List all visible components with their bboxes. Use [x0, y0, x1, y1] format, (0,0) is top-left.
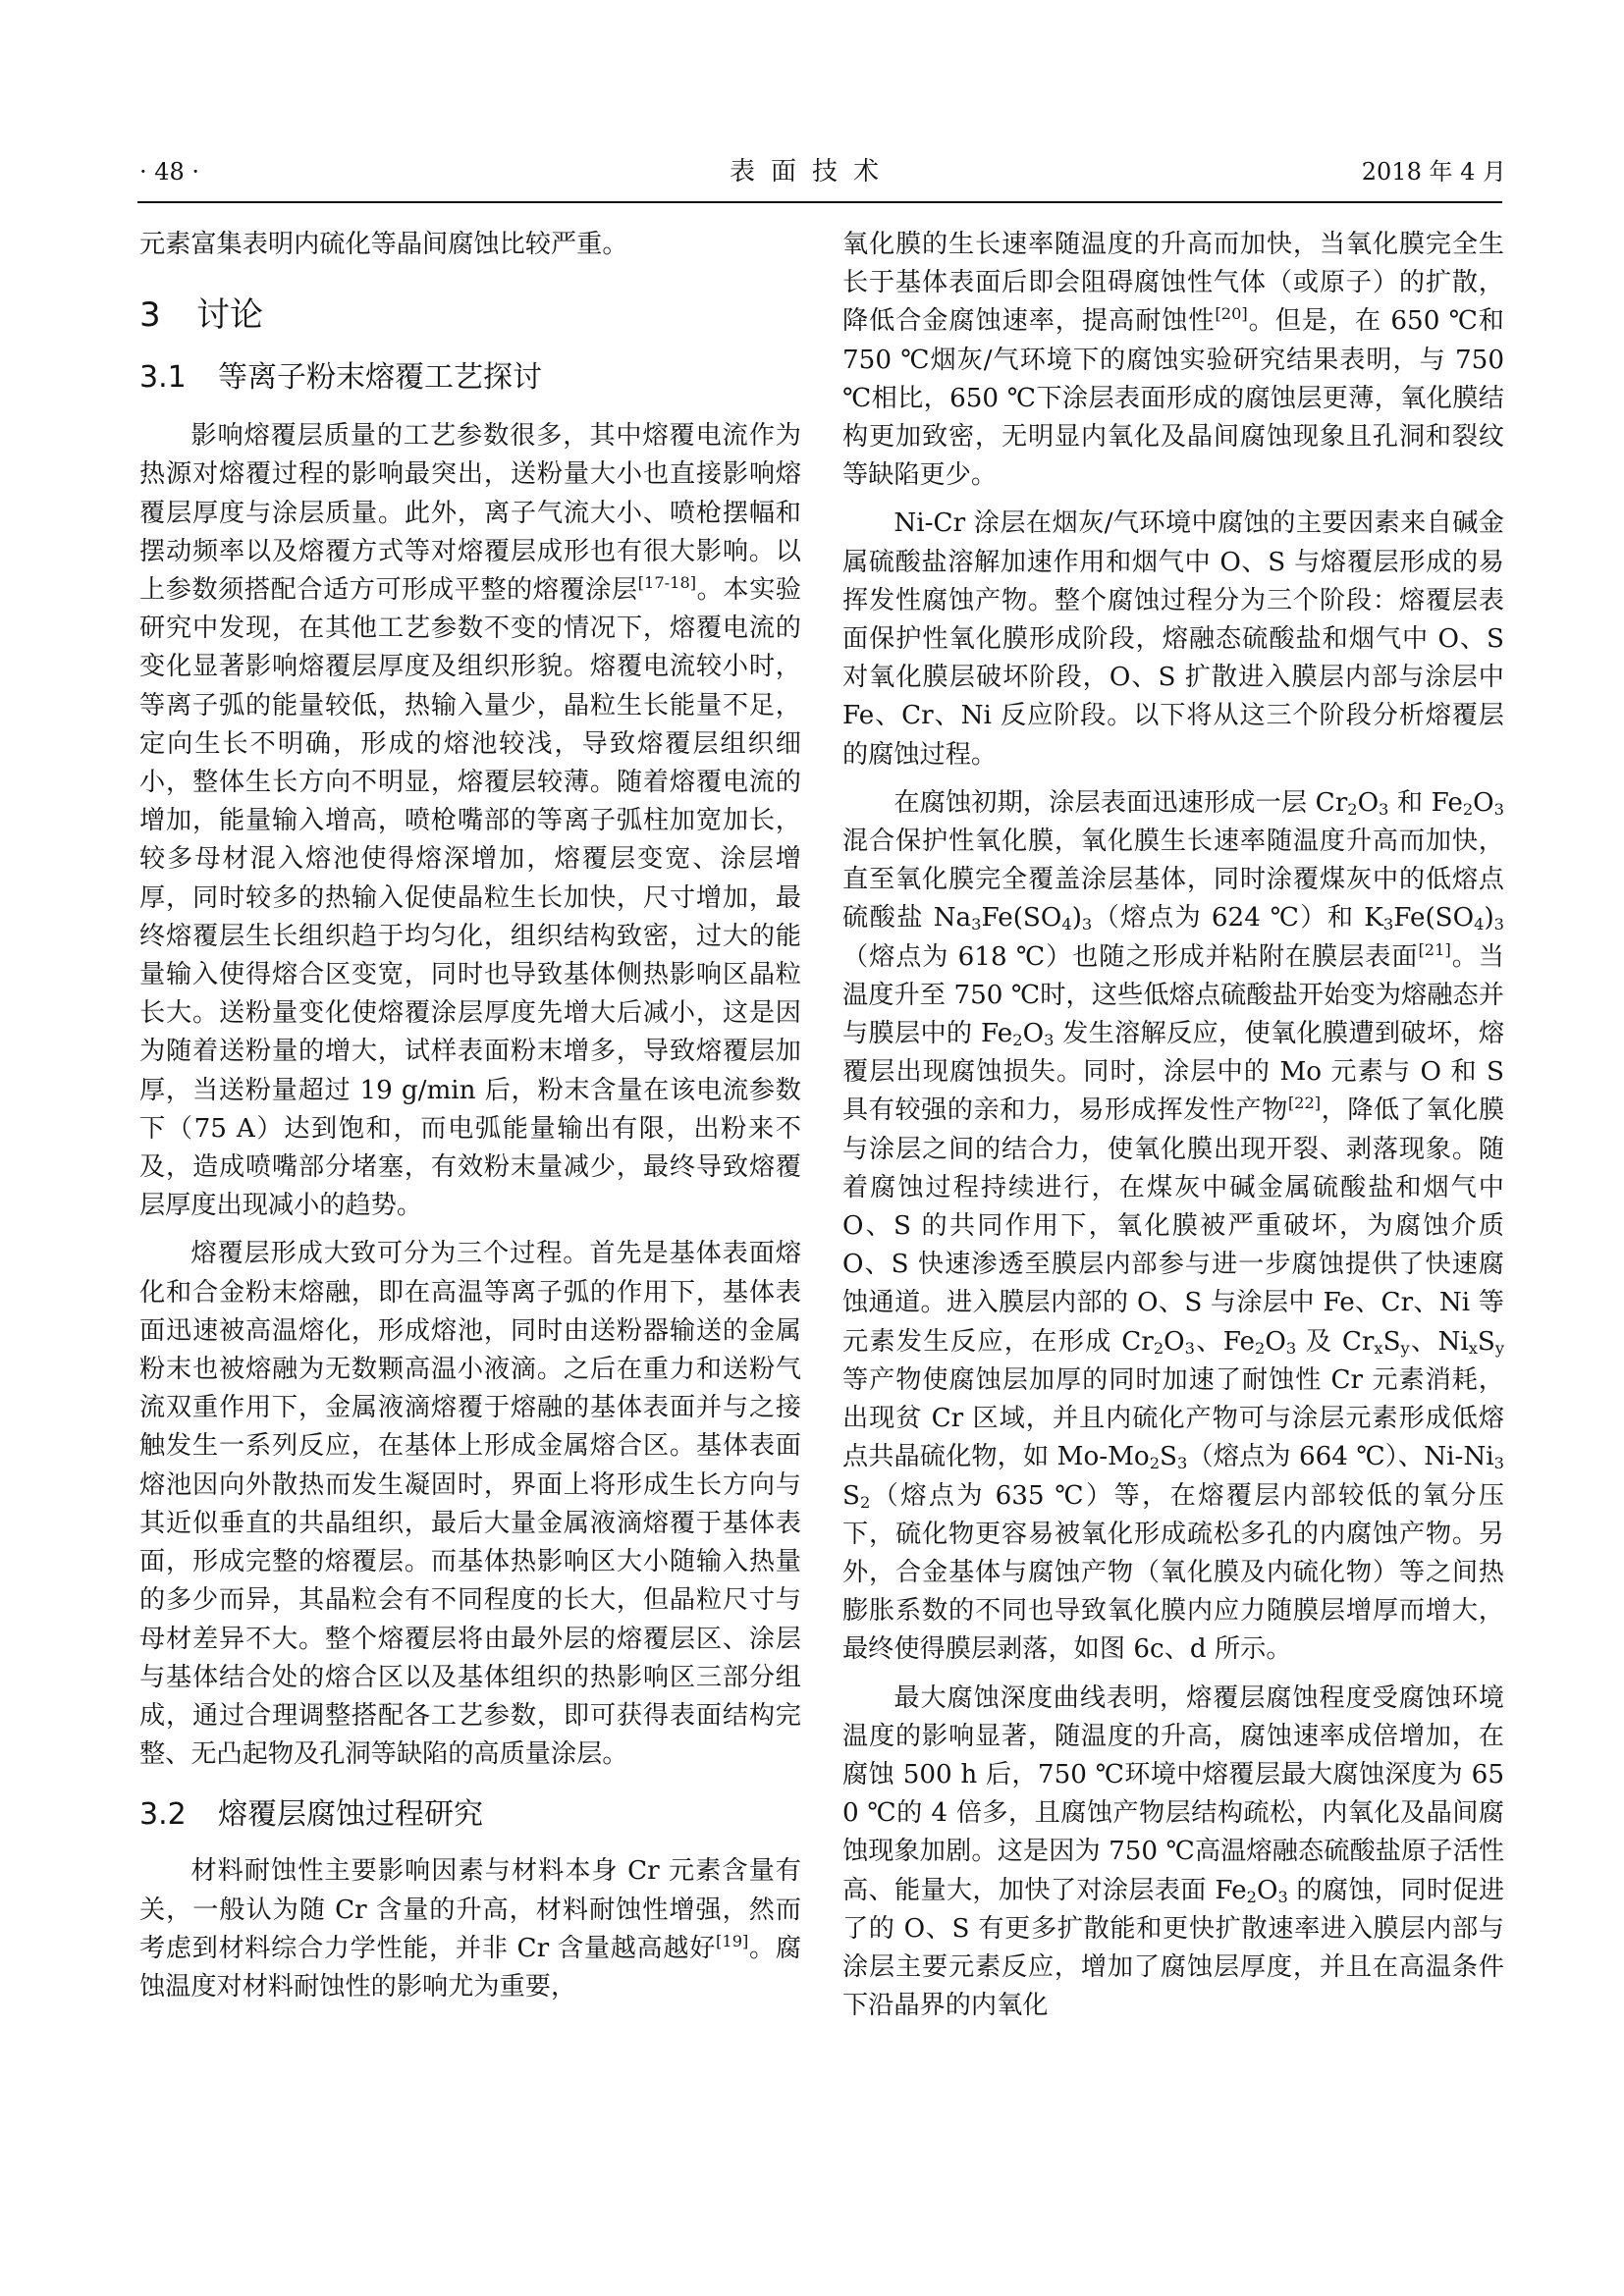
text-run: 、 [1195, 1326, 1223, 1357]
text-run: 氧化膜的生长速率随温度的升高而加快，当氧化膜完全生长于基体表面后即会阻碍腐蚀性气体（或原子）的扩散，降低合金腐蚀速率，提高耐蚀性 [842, 230, 1504, 337]
text-run: 混合保护性氧化膜，氧化膜生长速率随温度升高而加快，直至氧化膜完全覆盖涂层基体，同时涂覆煤灰中的低熔点硫酸盐 [842, 827, 1504, 934]
paragraph: Ni-Cr 涂层在烟灰/气环境中腐蚀的主要因素来自碱金属硫酸盐溶解加速作用和烟气中 O、S 与熔覆层形成的易挥发性腐蚀产物。整个腐蚀过程分为三个阶段：熔覆层表面保护性氧化膜形成阶段，熔融态硫酸盐和烟气中 O、S 对氧化膜层破坏阶段，O、S 扩散进入膜层内部与涂层中 Fe、Cr、Ni 反应阶段。以下将从这三个阶段分析熔覆层的腐蚀过程。 [842, 508, 1504, 770]
paragraph [139, 1852, 801, 2006]
citation[interactable]: [17-18] [637, 572, 697, 592]
formula-fe2o3: $Fe_2O_3$ [1431, 787, 1504, 819]
paragraph [139, 417, 801, 1225]
subsection-heading-3-2 [139, 1797, 801, 1833]
section-number: 3 [139, 295, 161, 336]
paragraph: 熔覆层形成大致可分为三个过程。首先是基体表面熔化和合金粉末熔融，即在高温等离子弧的作用下，基体表面迅速被高温熔化，形成熔池，同时由送粉器输送的金属粉末也被熔融为无数颗高温小液滴。之后在重力和送粉气流双重作用下，金属液滴熔覆于熔融的基体表面并与之接触发生一系列反应，在基体上形成金属熔合区。基体表面熔池因向外散热而发生凝固时，界面上将形成生长方向与其近似垂直的共晶组织，最后大量金属液滴熔覆于基体表面，形成完整的熔覆层。而基体热影响区大小随输入热量的多少而异，其晶粒会有不同程度的长大，但晶粒尺寸与母材差异不大。整个熔覆层将由最外层的熔覆层区、涂层与基体结合处的熔合区以及基体组织的热影响区三部分组成，通过合理调整搭配各工艺参数，即可获得表面结构完整、无凸起物及孔洞等缺陷的高质量涂层。 [139, 1239, 801, 1770]
text-run: 和 [1388, 787, 1432, 818]
header-rule [137, 201, 1502, 203]
citation[interactable]: [20] [1215, 304, 1248, 324]
text-run: 。本实验研究中发现，在其他工艺参数不变的情况下，熔覆电流的变化显著影响熔覆层厚度及组织形貌。熔覆电流较小时，等离子弧的能量较低，热输入量少，晶粒生长能量不足，定向生长不明确，形成的熔池较浅，导致熔覆层组织细小，整体生长方向不明显，熔覆层较薄。随着熔覆电流的增加，能量输入增高，喷枪嘴部的等离子弧柱加宽加长，较多母材混入熔池使得熔深增加，熔覆层变宽、涂层增厚，同时较多的热输入促使晶粒生长加快，尺寸增加，最终熔覆层生长组织趋于均匀化，组织结构致密，过大的能量输入使得熔合区变宽，同时也导致基体侧热影响区晶粒长大。送粉量变化使熔覆涂层厚度先增大后减小，这是因为随着送粉量的增大，试样表面粉末增多，导致熔覆层加厚，当送粉量超过 19 g/min 后，粉末含量在该电流参数下（75 A）达到饱和，而电弧能量输出有限，出粉来不及，造成喷嘴部分堵塞，有效粉末量减少，最终导致熔覆层厚度出现减小的趋势。 [139, 575, 801, 1221]
formula-ni3s2: $_3S_2$ [842, 1454, 1504, 1512]
text-run: （熔点为 618 ℃）也随之形成并粘附在膜层表面 [842, 941, 1419, 972]
formula-fe2o3: $Fe_2O_3$ [1215, 1875, 1288, 1906]
formula-mo2s3: $_2S_3$ [1149, 1442, 1188, 1473]
formula-na3fe-so4-3: $Na_3Fe(SO_4)_3$ [933, 903, 1093, 934]
paragraph [842, 784, 1504, 1670]
text-run: （熔点为 635 ℃）等，在熔覆层内部较低的氧分压下，硫化物更容易被氧化形成疏松多孔的内腐蚀产物。另外，合金基体与腐蚀产物（氧化膜及内硫化物）等之间热膨胀系数的不同也导致氧化膜内应力随膜层增厚而增大，最终使得膜层剥落，如图 6c、d 所示。 [842, 1480, 1504, 1665]
right-column [842, 226, 1504, 2025]
section-title: 讨论 [196, 295, 263, 336]
citation[interactable]: [19] [716, 1931, 749, 1950]
text-run: 材料耐蚀性主要影响因素与材料本身 Cr 元素含量有关，一般认为随 Cr 含量的升高，材料耐蚀性增强，然而考虑到材料综合力学性能，并非 Cr 含量越高越好 [139, 1856, 801, 1963]
text-run: 、 [1409, 1326, 1438, 1357]
text-run: （熔点为 624 ℃）和 [1092, 903, 1365, 934]
formula-crxsy: $Cr_xS_y$ [1341, 1326, 1410, 1358]
page-number: · 48 · [139, 158, 200, 186]
formula-cr2o3: $Cr_2O_3$ [1315, 787, 1389, 819]
text-run: （熔点为 664 ℃）、Ni-Ni [1187, 1442, 1494, 1472]
subsection-title: 熔覆层腐蚀过程研究 [218, 1797, 483, 1833]
text-run: 的腐蚀，同时促进了的 O、S 有更多扩散能和更快扩散速率进入膜层内部与涂层主要元素反应，增加了腐蚀层厚度，并且在高温条件下沿晶界的内氧化 [842, 1875, 1505, 2021]
formula-fe2o3: $Fe_2O_3$ [1222, 1326, 1297, 1358]
text-run: 影响熔覆层质量的工艺参数很多，其中熔覆电流作为热源对熔覆过程的影响最突出，送粉量大小也直接影响熔覆层厚度与涂层质量。此外，离子气流大小、喷枪摆幅和摆动频率以及熔覆方式等对熔覆层成形也有很大影响。以上参数须搭配合适方可形成平整的熔覆涂层 [139, 421, 801, 606]
formula-fe2o3: $Fe_2O_3$ [981, 1019, 1055, 1050]
citation[interactable]: [21] [1418, 939, 1451, 959]
text-run: 。当温度升至 750 ℃时，这些低熔点硫酸盐开始变为熔融态并与膜层中的 [842, 941, 1504, 1049]
subsection-number: 3.1 [139, 360, 187, 396]
text-run: 等产物使腐蚀层加厚的同时加速了耐蚀性 Cr 元素消耗，出现贫 Cr 区域，并且内硫化产物可与涂层元素形成低熔点共晶硫化物，如 Mo-Mo [842, 1364, 1504, 1472]
text-run: 。腐蚀温度对材料耐蚀性的影响尤为重要， [139, 1933, 802, 2002]
formula-k3fe-so4-3: $K_3Fe(SO_4)_3$ [1364, 903, 1504, 934]
paragraph: 元素富集表明内硫化等晶间腐蚀比较严重。 [139, 230, 628, 259]
issue-date: 2018 年 4 月 [1361, 158, 1506, 186]
subsection-number: 3.2 [139, 1797, 187, 1833]
subsection-heading-3-1 [139, 360, 801, 396]
citation[interactable]: [22] [1287, 1094, 1322, 1113]
journal-title: 表面技术 [729, 157, 894, 187]
text-run: 最大腐蚀深度曲线表明，熔覆层腐蚀程度受腐蚀环境温度的影响显著，随温度的升高，腐蚀速率成倍增加，在腐蚀 500 h 后，750 ℃环境中熔覆层最大腐蚀深度为 650 ℃的 4 倍多，且腐蚀产物层结构疏松，内氧化及晶间腐蚀现象加剧。这是因为 750 ℃高温熔融态硫酸盐原子活性高、能量大，加快了对涂层表面 [842, 1682, 1504, 1905]
left-column [139, 226, 801, 2006]
subsection-title: 等离子粉末熔覆工艺探讨 [218, 360, 542, 396]
section-heading-3 [139, 295, 801, 335]
text-run: 发生溶解反应，使氧化膜遭到破坏，熔覆层出现腐蚀损失。同时，涂层中的 Mo 元素与 O 和 S 具有较强的亲和力，易形成挥发性产物 [842, 1019, 1505, 1126]
text-run: 在腐蚀初期，涂层表面迅速形成一层 [893, 787, 1316, 818]
formula-nixsy: $Ni_xS_y$ [1437, 1326, 1505, 1358]
paragraph [842, 226, 1504, 495]
text-run: 及 [1296, 1326, 1342, 1357]
text-run: 。但是，在 650 ℃和 750 ℃烟灰/气环境下的腐蚀实验研究结果表明，与 750 ℃相比，650 ℃下涂层表面形成的腐蚀层更薄，氧化膜结构更加致密，无明显内氧化及晶间腐蚀现象且孔洞和裂纹等缺陷更少。 [842, 306, 1504, 491]
paragraph [842, 1680, 1504, 2026]
text-run: ，降低了氧化膜与涂层之间的结合力，使氧化膜出现开裂、剥落现象。随着腐蚀过程持续进行，在煤灰中碱金属硫酸盐和烟气中 O、S 的共同作用下，氧化膜被严重破坏，为腐蚀介质 O、S 快速渗透至膜层内部参与进一步腐蚀提供了快速腐蚀通道。进入膜层内部的 O、S 与涂层中 Fe、Cr、Ni 等元素发生反应，在形成 [842, 1095, 1505, 1357]
formula-cr2o3: $Cr_2O_3$ [1121, 1326, 1195, 1358]
